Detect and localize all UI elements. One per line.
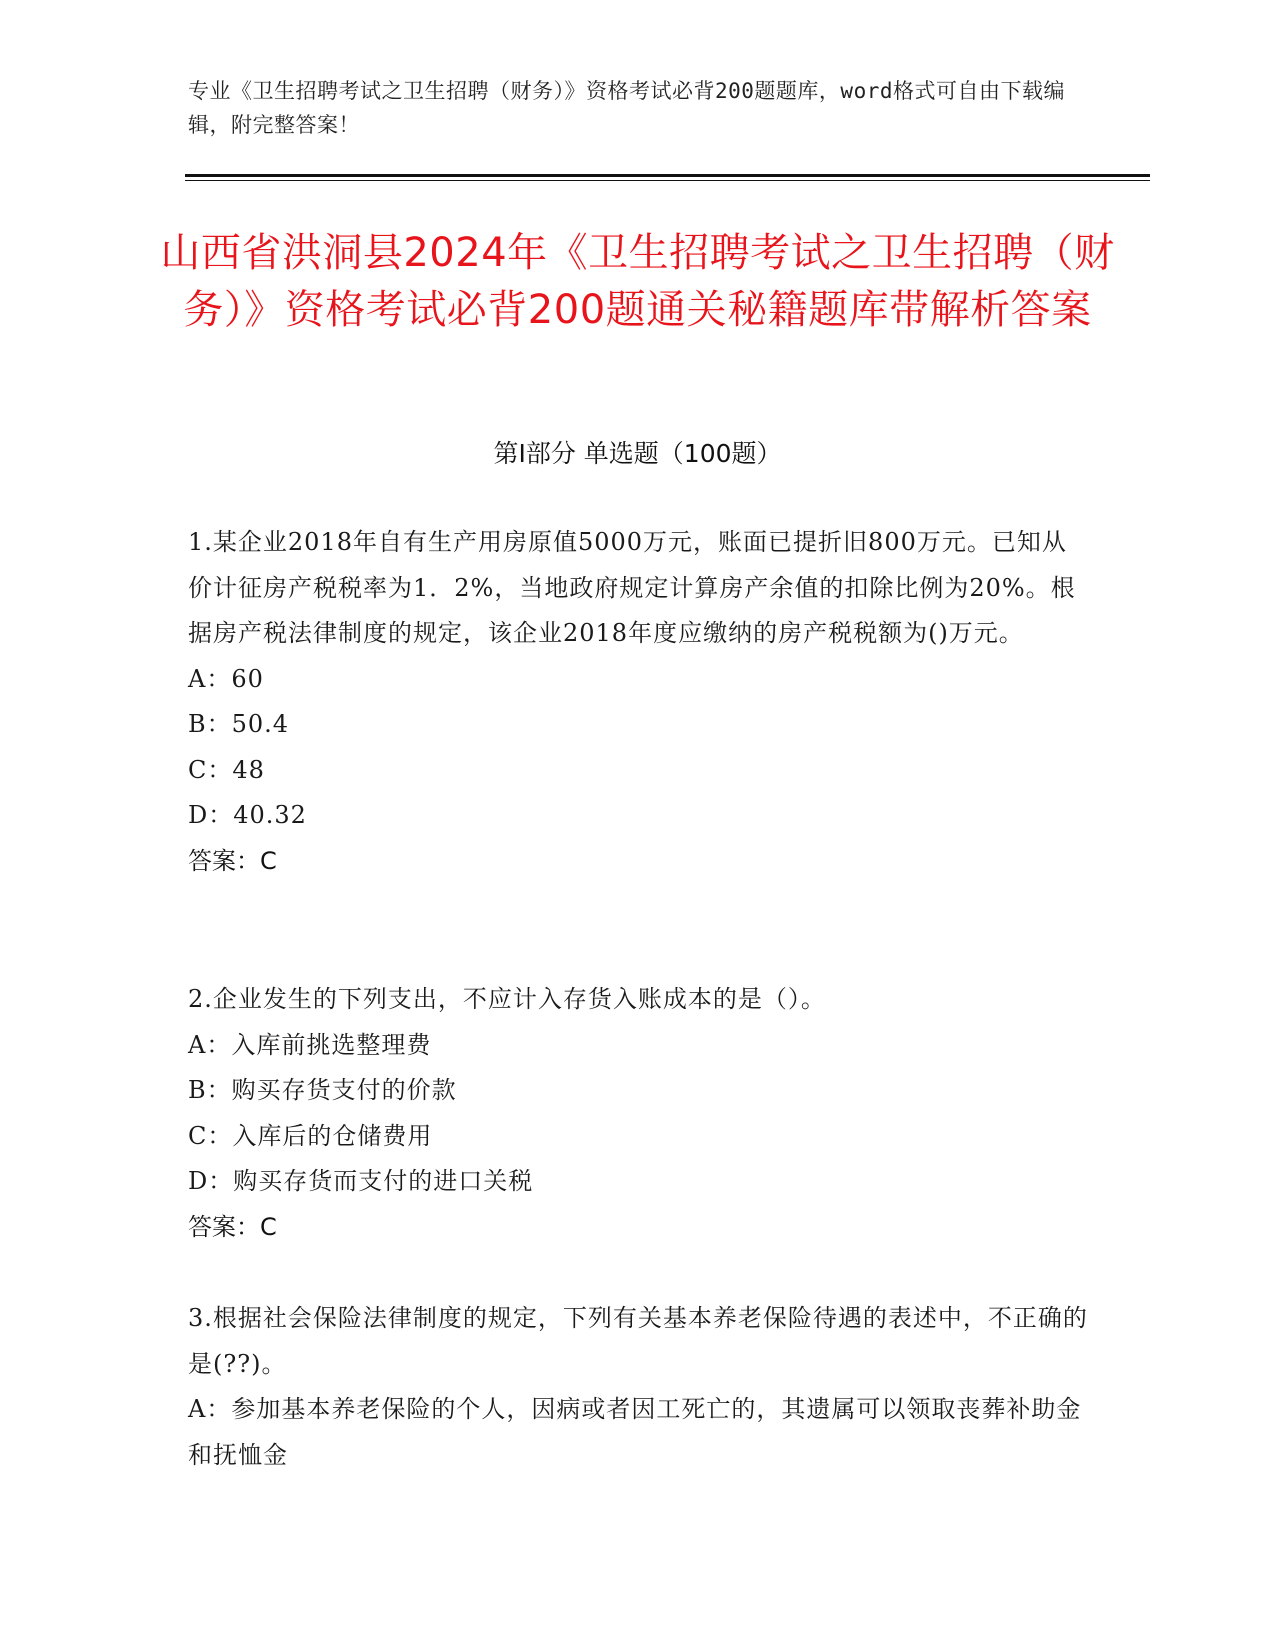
question-text: 1.某企业2018年自有生产用房原值5000万元，账面已提折旧800万元。已知从价计征房产税税率为1．2%，当地政府规定计算房产余值的扣除比例为20%。根据房产税法律制度的规定，该企业2018年度应缴纳的房产税税额为()万元。 <box>188 528 1076 647</box>
answer: 答案：C <box>188 846 277 875</box>
option-d: D：购买存货而支付的进口关税 <box>188 1167 534 1195</box>
option-b: B：购买存货支付的价款 <box>188 1076 457 1104</box>
option-a: A：参加基本养老保险的个人，因病或者因工死亡的，其遗属可以领取丧葬补助金和抚恤金 <box>188 1395 1082 1469</box>
header-note: 专业《卫生招聘考试之卫生招聘（财务）》资格考试必背200题题库，word格式可自由下载编辑，附完整答案！ <box>188 79 1065 137</box>
option-c: C：入库后的仓储费用 <box>188 1121 433 1150</box>
question-text: 2.企业发生的下列支出，不应计入存货入账成本的是（）。 <box>188 985 826 1013</box>
answer: 答案：C <box>188 1212 277 1241</box>
option-c: C：48 <box>188 755 265 784</box>
header-divider-thick <box>185 174 1150 177</box>
section-title: 第Ⅰ部分 单选题（100题） <box>493 439 782 468</box>
document-title: 山西省洪洞县2024年《卫生招聘考试之卫生招聘（财务）》资格考试必背200题通关秘籍题库带解析答案 <box>160 230 1115 333</box>
option-b: B：50.4 <box>188 710 290 738</box>
option-a: A：入库前挑选整理费 <box>188 1030 432 1059</box>
question-3 <box>188 1296 1088 1478</box>
question-1 <box>188 520 1088 884</box>
option-a: A：60 <box>188 664 264 693</box>
question-2 <box>188 977 1088 1250</box>
option-d: D：40.32 <box>188 801 307 829</box>
header-divider-thin <box>185 180 1150 181</box>
question-text: 3.根据社会保险法律制度的规定，下列有关基本养老保险待遇的表述中，不正确的是(??)。 <box>188 1304 1088 1378</box>
